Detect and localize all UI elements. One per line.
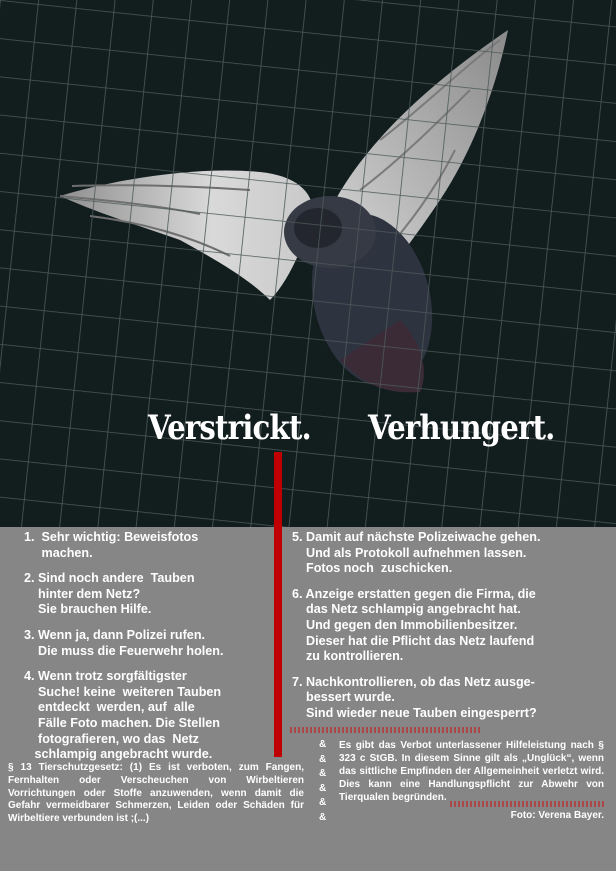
step-6-line-4: Dieser hat die Pflicht das Netz laufend xyxy=(292,633,535,648)
ampersand-mark: & xyxy=(319,753,327,765)
step-5-line-2: Und als Protokoll aufnehmen lassen. xyxy=(292,545,527,560)
step-6-line-1: 6. Anzeige erstatten gegen die Firma, die xyxy=(292,586,536,601)
step-4-line-6: schlampig angebracht wurde. xyxy=(24,747,213,762)
headline-verstrickt: Verstrickt. xyxy=(148,408,311,448)
step-7 xyxy=(292,675,602,722)
step-3 xyxy=(24,628,269,659)
step-6-line-5: zu kontrollieren. xyxy=(292,649,404,664)
step-6-line-2: das Netz schlampig angebracht hat. xyxy=(292,602,521,617)
step-2-line-1: 2. Sind noch andere Tauben xyxy=(24,571,195,586)
left-steps-list xyxy=(24,530,269,773)
wave-divider-bottom xyxy=(450,801,604,807)
step-1-line-2: machen. xyxy=(24,545,93,560)
step-2-line-3: Sie brauchen Hilfe. xyxy=(24,602,152,617)
wave-divider-top xyxy=(290,727,482,733)
step-5-line-1: 5. Damit auf nächste Polizeiwache gehen. xyxy=(292,530,541,544)
headline-verhungert: Verhungert. xyxy=(368,408,555,448)
step-7-line-3: Sind wieder neue Tauben eingesperrt? xyxy=(292,705,537,720)
step-4-line-2: Suche! keine weiteren Tauben xyxy=(24,684,222,699)
ampersand-mark: & xyxy=(319,811,327,823)
step-7-line-1: 7. Nachkontrollieren, ob das Netz ausge- xyxy=(292,674,535,689)
step-6 xyxy=(292,587,602,665)
step-4-line-5: fotografieren, wo das Netz xyxy=(24,731,199,746)
step-2-line-2: hinter dem Netz? xyxy=(24,586,141,601)
step-5 xyxy=(292,530,602,577)
ampersand-mark: & xyxy=(319,782,327,794)
step-1 xyxy=(24,530,269,561)
photo-credit: Foto: Verena Bayer. xyxy=(510,810,604,821)
step-4-line-3: entdeckt werden, auf alle xyxy=(24,700,195,715)
step-6-line-3: Und gegen den Immobilienbesitzer. xyxy=(292,617,518,632)
step-3-line-1: 3. Wenn ja, dann Polizei rufen. xyxy=(24,627,206,642)
right-steps-list xyxy=(292,530,602,732)
step-7-line-2: bessert wurde. xyxy=(292,690,395,705)
ampersand-mark: & xyxy=(319,739,327,750)
step-4-line-1: 4. Wenn trotz sorgfältigster xyxy=(24,669,187,684)
step-4-line-4: Fälle Foto machen. Die Stellen xyxy=(24,715,220,730)
ampersand-mark: & xyxy=(319,768,327,780)
tierschutzgesetz-paragraph: § 13 Tierschutzgesetz: (1) Es ist verboten, zum Fangen, Fernhalten oder Verscheuchen von Wirbeltieren Vorrichtungen oder Stoffe anzuwenden, wenn damit die Gefahr vermeidbarer Schmerzen, Leiden oder Schäden für Wirbeltiere verbunden ist ;(...) xyxy=(8,762,304,825)
step-4 xyxy=(24,669,269,763)
step-5-line-3: Fotos noch zuschicken. xyxy=(292,561,453,576)
red-divider-bar xyxy=(274,452,282,757)
ampersand-column xyxy=(319,738,333,826)
step-1-line-1: 1. Sehr wichtig: Beweisfotos xyxy=(24,530,199,544)
step-2 xyxy=(24,571,269,618)
step-3-line-2: Die muss die Feuerwehr holen. xyxy=(24,643,224,658)
hilfeleistung-note: Es gibt das Verbot unterlassener Hilfeleistung nach § 323 c StGB. In diesem Sinne gilt als „Unglück“, wenn das sittliche Empfinden der Allgemeinheit verletzt wird. Dies kann eine Handlungspflicht zur Abwehr von Tierqualen begründen. xyxy=(339,740,604,803)
ampersand-mark: & xyxy=(319,797,327,809)
